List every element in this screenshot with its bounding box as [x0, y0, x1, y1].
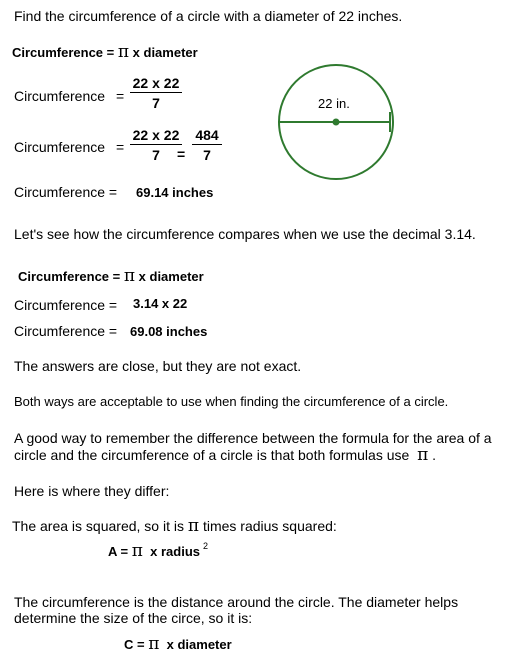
formula-label: Circumference =: [18, 269, 124, 284]
differ-text: Here is where they differ:: [14, 483, 170, 499]
step1-label: Circumference: [14, 88, 106, 104]
step1-numerator: 22 x 22: [130, 76, 182, 93]
pi-symbol: π: [187, 516, 200, 536]
area-exponent: 2: [203, 541, 209, 551]
circumference-line-2: determine the size of the circe, so it is:: [14, 610, 253, 626]
step2-fraction-2: [192, 128, 222, 162]
diameter-label: 22 in.: [318, 96, 350, 111]
remember-text: circle and the circumference of a circle is that both formulas use: [14, 447, 410, 463]
area-rest: x radius: [142, 544, 200, 559]
circ-rest: x diameter: [159, 637, 232, 652]
result1-label: Circumference =: [14, 184, 118, 200]
step2-numerator: 22 x 22: [130, 128, 182, 145]
circ-lhs: C =: [124, 637, 149, 652]
step2-denominator: 7: [152, 147, 160, 163]
remember-end: .: [428, 447, 437, 463]
center-point: [333, 119, 340, 126]
formula-label: Circumference =: [12, 45, 118, 60]
pi-symbol: π: [148, 634, 160, 654]
formula-rest: x diameter: [135, 269, 204, 284]
step3-value: 3.14 x 22: [133, 296, 188, 311]
result2-label: Circumference =: [14, 323, 118, 339]
circumference-formula: [124, 636, 232, 653]
formula-rest: x diameter: [129, 45, 198, 60]
step2-denominator-2: 7: [203, 147, 211, 163]
step2-fraction: [130, 128, 182, 162]
close-text: The answers are close, but they are not exact.: [14, 358, 302, 374]
step2-numerator-2: 484: [192, 128, 222, 145]
pi-symbol: π: [131, 541, 143, 561]
circumference-line-1: The circumference is the distance around the circle. The diameter helps: [14, 594, 459, 610]
step2-label: Circumference: [14, 139, 106, 155]
compare-text: Let's see how the circumference compares when we use the decimal 3.14.: [14, 226, 476, 242]
area-text-start: The area is squared, so it is: [12, 518, 184, 534]
problem-statement: Find the circumference of a circle with a diameter of 22 inches.: [14, 8, 403, 24]
both-ways-text: Both ways are acceptable to use when finding the circumference of a circle.: [14, 394, 449, 409]
step1-denominator: 7: [152, 95, 160, 111]
step1-fraction: [130, 76, 182, 110]
area-text-end: times radius squared:: [199, 518, 337, 534]
step2-equals: =: [116, 139, 125, 155]
area-text: [12, 518, 337, 535]
pi-symbol: π: [123, 266, 136, 286]
area-formula: [108, 543, 208, 560]
result2-value: 69.08 inches: [130, 324, 208, 339]
step1-equals: =: [116, 88, 125, 104]
step2-equals-2: =: [177, 146, 186, 162]
remember-line-1: A good way to remember the difference between the formula for the area of a: [14, 430, 492, 446]
step3-label: Circumference =: [14, 297, 118, 313]
remember-line-2: [14, 447, 436, 464]
formula-circumference-diameter-2: [18, 268, 204, 285]
result1-value: 69.14 inches: [136, 185, 214, 200]
pi-symbol: π: [117, 42, 130, 62]
area-lhs: A =: [108, 544, 132, 559]
pi-symbol: π: [417, 445, 429, 465]
circle-diagram: [272, 58, 402, 188]
formula-circumference-diameter: [12, 44, 198, 61]
